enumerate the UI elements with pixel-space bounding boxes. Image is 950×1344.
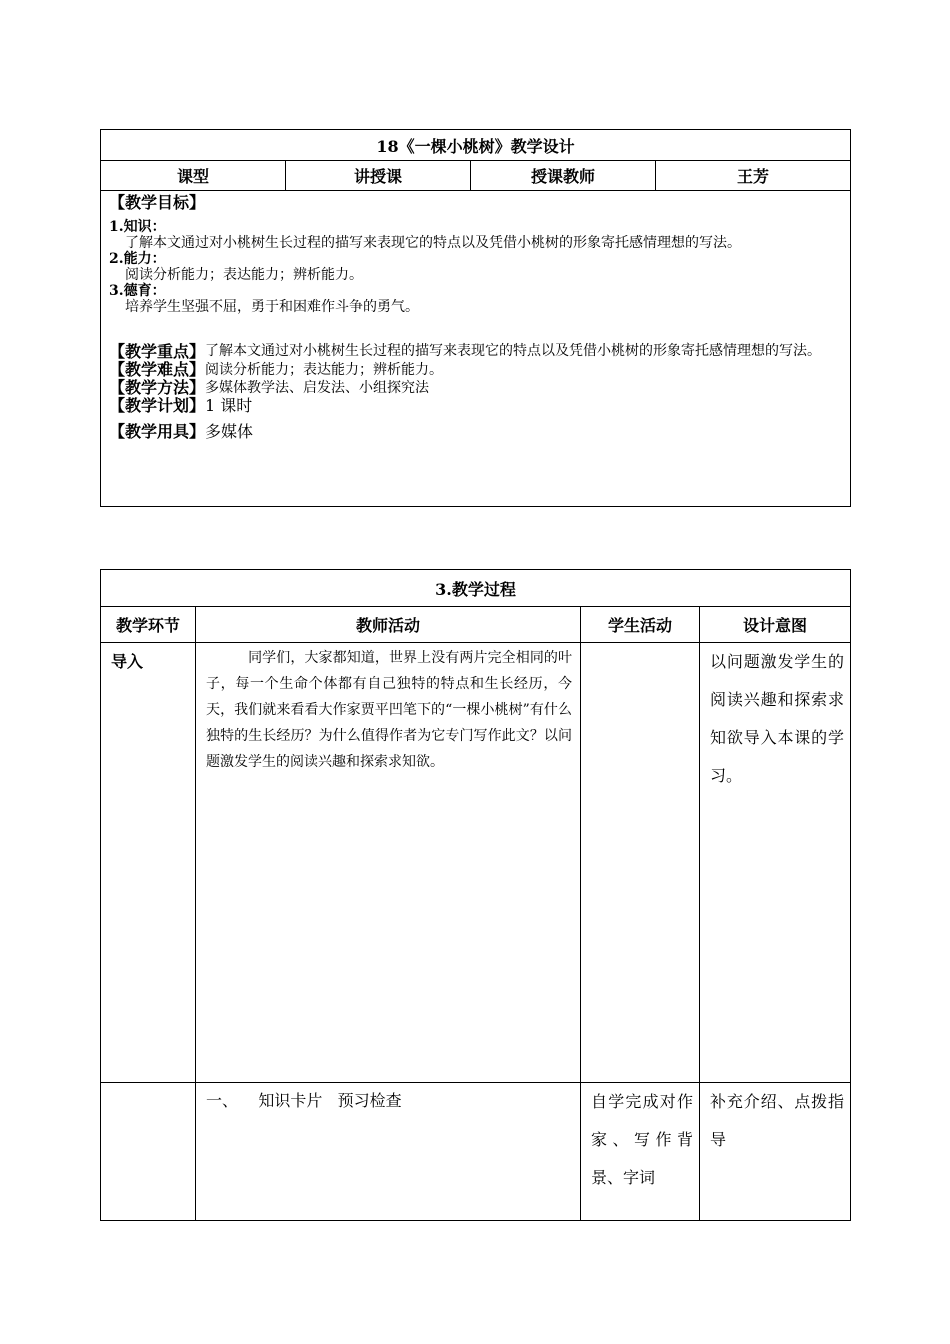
design-intent-cell bbox=[700, 643, 851, 1083]
student-activity-cell bbox=[581, 643, 700, 1083]
course-type-label: 课型 bbox=[101, 161, 286, 191]
stage-cell bbox=[101, 1083, 196, 1221]
difficulty-label: 【教学难点】 bbox=[109, 360, 206, 379]
key-point-row bbox=[109, 343, 840, 361]
moral-heading: 3.德育： bbox=[109, 283, 166, 299]
knowledge-text: 了解本文通过对小桃树生长过程的描写来表现它的特点以及凭借小桃树的形象寄托感情理想的写法。 bbox=[125, 235, 741, 251]
teacher-activity-cell bbox=[196, 1083, 581, 1221]
knowledge-heading: 1.知识： bbox=[109, 219, 166, 235]
teacher-name: 王芳 bbox=[656, 161, 851, 191]
student-activity-text: 自学完成对作家、写作背景、字词 bbox=[591, 1092, 693, 1187]
design-intent-text: 以问题激发学生的阅读兴趣和探索求知欲导入本课的学习。 bbox=[710, 652, 845, 785]
teacher-activity-cell bbox=[196, 643, 581, 1083]
schedule-text: 1 课时 bbox=[205, 396, 253, 415]
difficulty-row bbox=[109, 361, 840, 379]
ability-text: 阅读分析能力；表达能力；辨析能力。 bbox=[125, 267, 363, 283]
teacher-activity-text: 一、 知识卡片 预习检查 bbox=[206, 1091, 402, 1110]
process-title: 3.教学过程 bbox=[101, 570, 851, 607]
col-design-header: 设计意图 bbox=[700, 607, 851, 643]
schedule-label: 【教学计划】 bbox=[109, 396, 206, 415]
key-point-label: 【教学重点】 bbox=[109, 342, 206, 361]
goals-heading: 【教学目标】 bbox=[109, 193, 206, 212]
teacher-label: 授课教师 bbox=[471, 161, 656, 191]
table-row bbox=[101, 643, 851, 1083]
tools-text: 多媒体 bbox=[205, 422, 254, 441]
student-activity-cell bbox=[581, 1083, 700, 1221]
moral-text: 培养学生坚强不屈，勇于和困难作斗争的勇气。 bbox=[125, 299, 419, 315]
design-intent-text: 补充介绍、点拨指导 bbox=[710, 1092, 845, 1149]
schedule-row bbox=[109, 397, 840, 415]
key-point-text: 了解本文通过对小桃树生长过程的描写来表现它的特点以及凭借小桃树的形象寄托感情理想的写法。 bbox=[205, 343, 822, 359]
teacher-activity-text: 同学们，大家都知道，世界上没有两片完全相同的叶子，每一个生命个体都有自己独特的特点和生长经历，今天，我们就来看看大作家贾平凹笔下的“一棵小桃树”有什么独特的生长经历？为什么值得作者为它专门写作此文？以问题激发学生的阅读兴趣和探索求知欲。 bbox=[206, 650, 572, 770]
col-stage-header: 教学环节 bbox=[101, 607, 196, 643]
lesson-plan-table bbox=[100, 129, 851, 507]
col-teacher-header: 教师活动 bbox=[196, 607, 581, 643]
lesson-details bbox=[101, 191, 851, 507]
method-row bbox=[109, 379, 840, 397]
course-type-value: 讲授课 bbox=[286, 161, 471, 191]
stage-cell bbox=[101, 643, 196, 1083]
table-row bbox=[101, 1083, 851, 1221]
design-intent-cell bbox=[700, 1083, 851, 1221]
tools-label: 【教学用具】 bbox=[109, 422, 206, 441]
ability-heading: 2.能力： bbox=[109, 251, 166, 267]
teaching-process-table bbox=[100, 569, 851, 1221]
method-label: 【教学方法】 bbox=[109, 378, 206, 397]
method-text: 多媒体教学法、启发法、小组探究法 bbox=[205, 380, 430, 396]
lesson-title: 18《一棵小桃树》教学设计 bbox=[101, 130, 851, 161]
stage-label: 导入 bbox=[111, 652, 144, 671]
tools-row bbox=[109, 423, 840, 441]
difficulty-text: 阅读分析能力；表达能力；辨析能力。 bbox=[205, 362, 444, 378]
col-student-header: 学生活动 bbox=[581, 607, 700, 643]
